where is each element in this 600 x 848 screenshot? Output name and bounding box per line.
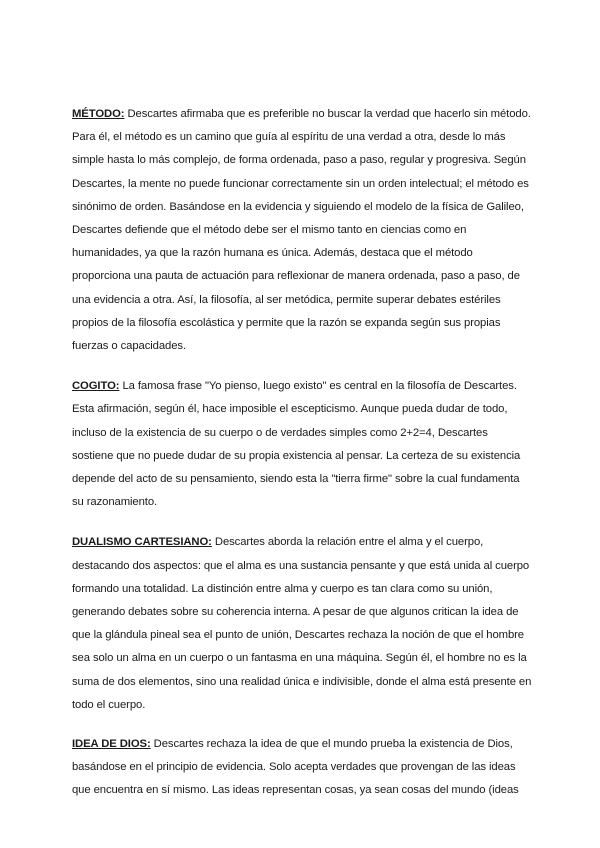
paragraph-dualismo-text: Descartes aborda la relación entre el alma y el cuerpo, destacando dos aspectos: que el alma es una sustancia pensante y que está unida al cuerpo formando una totalidad. La distinción entre alma y cuerpo es tan clara como su unión, generando debates sobre su coherencia interna. A pesar de que algunos critican la idea de que la glándula pineal sea el punto de unión, Descartes rechaza la noción de que el hombre sea solo un alma en un cuerpo o un fantasma en una máquina. Según él, el hombre no es la suma de dos elementos, sino una realidad única e indivisible, donde el alma está presente en todo el cuerpo. bbox=[72, 536, 532, 711]
term-idea-de-dios: IDEA DE DIOS: bbox=[72, 738, 151, 751]
term-dualismo: DUALISMO CARTESIANO: bbox=[72, 536, 212, 549]
paragraph-metodo bbox=[72, 103, 532, 358]
paragraph-cogito-text: La famosa frase "Yo pienso, luego existo" es central en la filosofía de Descartes. Esta afirmación, según él, hace imposible el escepticismo. Aunque pueda dudar de todo, incluso de la existencia de su cuerpo o de verdades simples como 2+2=4, Descartes sostiene que no puede dudar de su propia existencia al pensar. La certeza de su existencia depende del acto de su pensamiento, siendo esta la "tierra firme" sobre la cual fundamenta su razonamiento. bbox=[72, 380, 521, 509]
paragraph-cogito bbox=[72, 375, 532, 514]
paragraph-idea-de-dios-text: Descartes rechaza la idea de que el mundo prueba la existencia de Dios, basándose en el principio de evidencia. Solo acepta verdades que provengan de las ideas que encuentra en sí mismo. Las ideas representan cosas, ya sean cosas del mundo (ideas bbox=[72, 738, 519, 797]
paragraph-idea-de-dios bbox=[72, 733, 532, 803]
term-metodo: MÉTODO: bbox=[72, 108, 125, 120]
paragraph-dualismo bbox=[72, 531, 532, 717]
term-cogito: COGITO: bbox=[72, 380, 120, 393]
paragraph-metodo-text: Descartes afirmaba que es preferible no buscar la verdad que hacerlo sin método. Para él, el método es un camino que guía al espíritu de una verdad a otra, desde lo más simple hasta lo más complejo, de forma ordenada, paso a paso, regular y progresiva. Según Descartes, la mente no puede funcionar correctamente sin un orden intelectual; el método es sinónimo de orden. Basándose en la evidencia y siguiendo el modelo de la física de Galileo, Descartes defiende que el método debe ser el mismo tanto en ciencias como en humanidades, ya que la razón humana es única. Además, destaca que el método proporciona una pauta de actuación para reflexionar de manera ordenada, paso a paso, de una evidencia a otra. Así, la filosofía, al ser metódica, permite superar debates estériles propios de la filosofía escolástica y permite que la razón se expanda según sus propias fuerzas o capacidades. bbox=[72, 108, 531, 353]
document-page bbox=[72, 103, 532, 820]
